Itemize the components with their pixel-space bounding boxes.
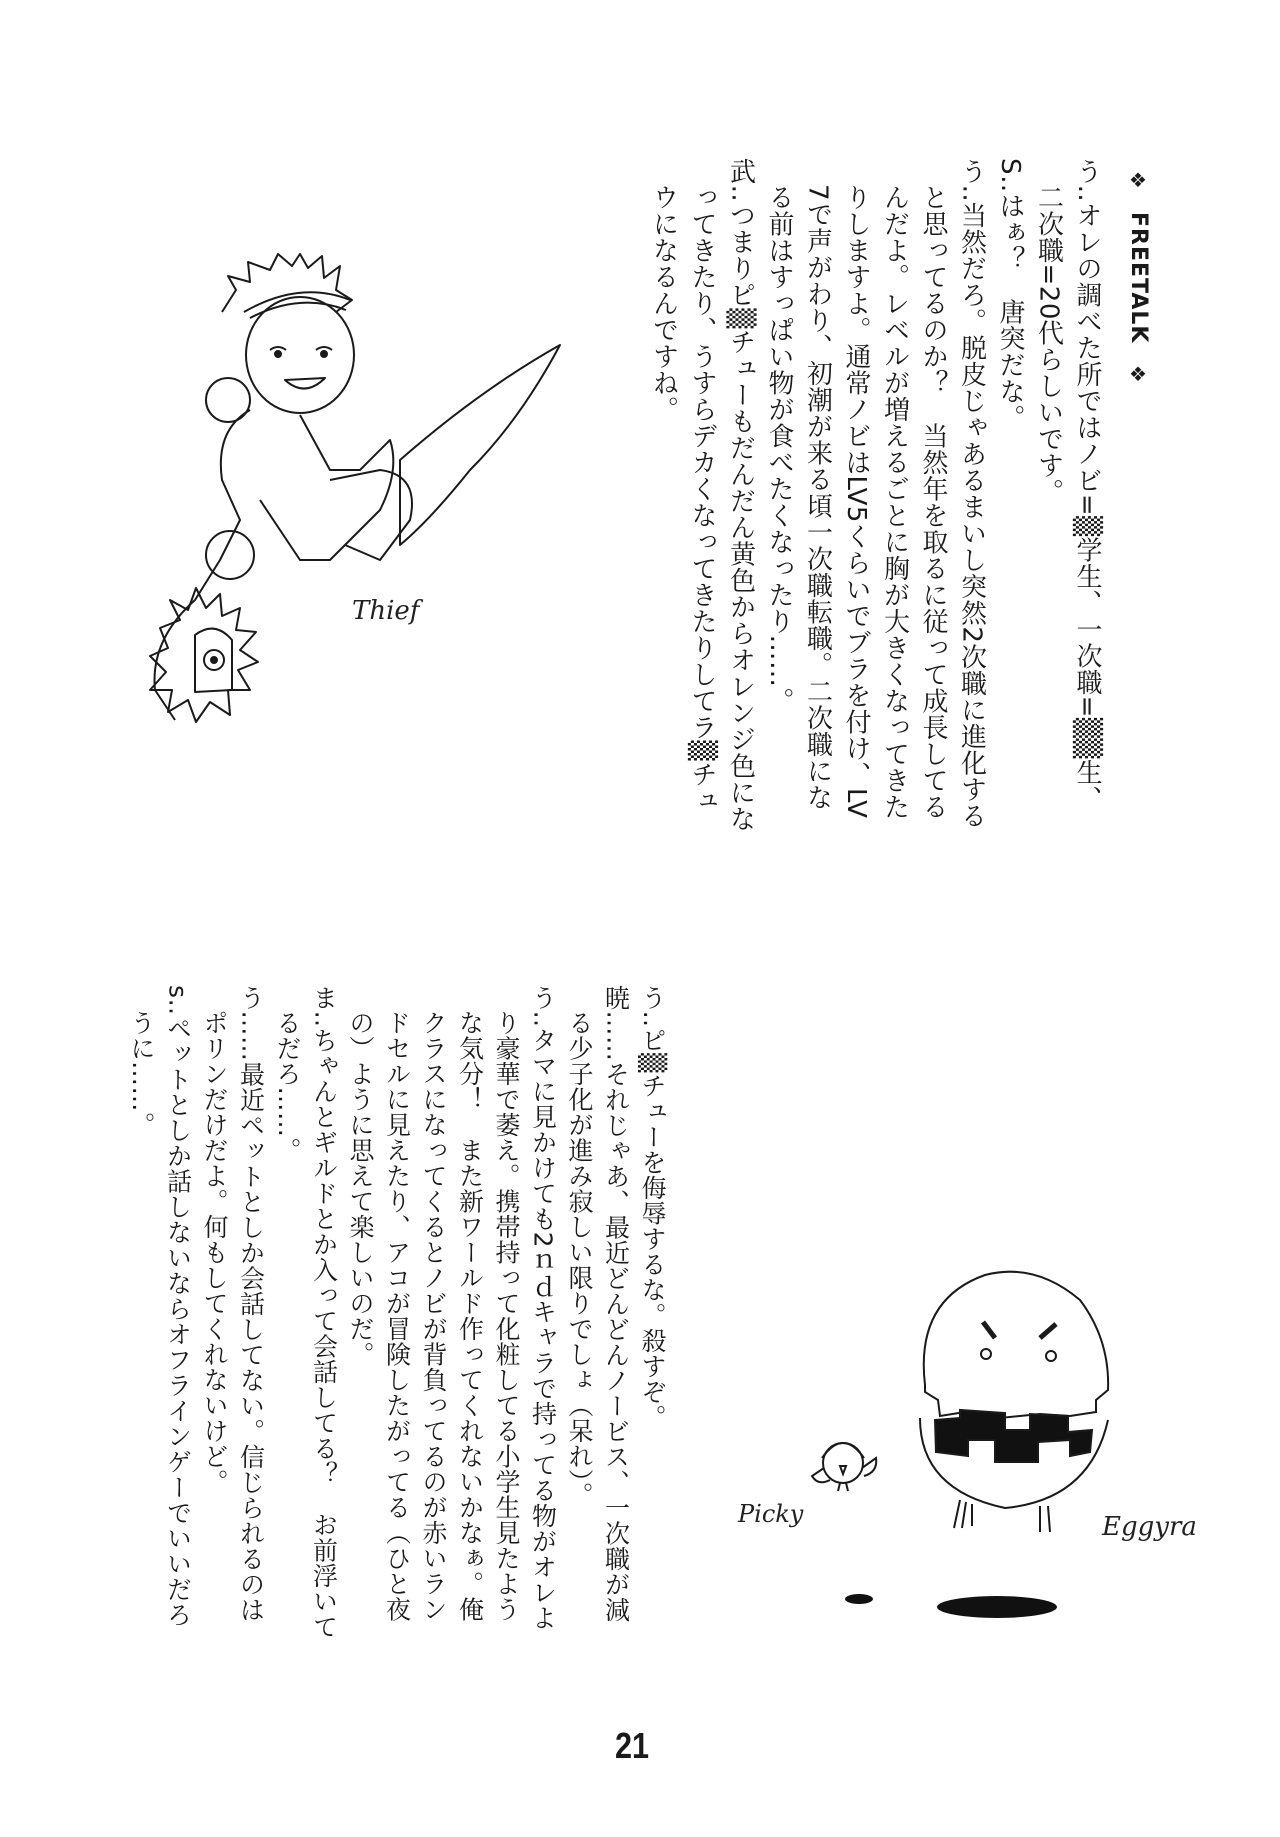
- dialogue-line: 武‥つまりピ▒チューもだんだん黄色からオレンジ色にな: [725, 158, 756, 833]
- ornament-icon: ❖: [1126, 168, 1150, 193]
- dialogue-line: の）ように思えて楽しいのだ。: [346, 1010, 375, 1367]
- dialogue-line: う‥当然だろ。脱皮じゃあるまいし突然2次職に進化する: [956, 158, 987, 829]
- thief-mouth: [285, 378, 325, 389]
- eggyra-brows: [983, 1322, 1056, 1338]
- dialogue-line: んだよ。レベルが増えるごとに胸が大きくなってきた: [879, 184, 910, 820]
- picky-illustration: [812, 1443, 876, 1491]
- picky-shadow: [845, 1594, 873, 1604]
- dialogue-line: る前はすっぱい物が食べたくなったり……。: [764, 184, 794, 714]
- thief-blade: [400, 345, 560, 545]
- thief-shoulder-ornament: [206, 378, 250, 422]
- dialogue-line: う‥ピ▒チューを侮辱するな。殺すぞ。: [638, 985, 667, 1430]
- dialogue-line: 二次職=20代らしいです。: [1033, 184, 1064, 506]
- eggyra-teeth: [935, 1410, 1092, 1462]
- dialogue-line: クラスになってくるとノビが背負ってるのが赤いラン: [419, 1010, 448, 1622]
- picky-helmet: [822, 1443, 864, 1458]
- bottom-dialogue: [123, 985, 671, 1705]
- dialogue-line: う‥タマに見かけても2ｎｄキャラで持ってる物がオレよ: [528, 985, 558, 1631]
- eggyra-shell-top: [924, 1272, 1108, 1418]
- dialogue-line: S‥はぁ？ 唐突だな。: [995, 158, 1025, 432]
- dialogue-line: り豪華で萎え。携帯持って化粧してる小学生見たよう: [492, 1010, 521, 1622]
- dialogue-line: う……最近ペットとしか会話してない。信じられるのは: [236, 985, 266, 1623]
- section-heading: [1126, 168, 1151, 387]
- dialogue-line: ってきたり、うすらデカくなってきたりしてラ▒チュ: [687, 184, 717, 814]
- top-dialogue: [644, 158, 1106, 878]
- dialogue-line: ま‥ちゃんとギルドとか入って会話してる？ お前浮いて: [309, 985, 339, 1640]
- dialogue-line: と思ってるのか？ 当然年を取るに従って成長してる: [918, 184, 948, 820]
- dialogue-line: るだろ……。: [273, 1010, 302, 1163]
- picky-feet: [838, 1483, 848, 1491]
- thief-illustration: [150, 254, 560, 722]
- eggyra-legs: [954, 1500, 1050, 1532]
- thief-eyes: [270, 347, 332, 350]
- thief-hair: [222, 254, 352, 312]
- picky-beak: [840, 1466, 846, 1474]
- eggyra-caption: Eggyra: [1102, 1512, 1197, 1542]
- dialogue-line: な気分！ また新ワールド作ってくれないかなぁ。俺: [455, 1010, 485, 1622]
- thief-spiked-boot: [150, 588, 258, 722]
- eggyra-shadow: [937, 1596, 1057, 1618]
- dialogue-line: る少子化が進み寂しい限りでしょ（呆れ）。: [565, 1010, 594, 1508]
- thief-head: [246, 297, 354, 413]
- eggyra-illustration: [845, 1272, 1108, 1618]
- page-number: 21: [615, 1725, 650, 1766]
- dialogue-line: ポリンだけだよ。何もしてくれないけど。: [200, 1010, 229, 1495]
- dialogue-line: うに……。: [127, 1010, 156, 1138]
- dialogue-line: ウになるんですね。: [648, 184, 679, 423]
- eggyra-eye-left: [981, 1349, 991, 1359]
- picky-caption: Picky: [738, 1500, 804, 1528]
- dialogue-line: りしますよ。通常ノビはLV5くらいでブラを付け、LV: [841, 184, 871, 819]
- dialogue-line: 7で声がわり、初潮が来る頃一次職転職。二次職にな: [802, 184, 833, 811]
- dialogue-line: 暁……それじゃあ、最近どんどんノービス、一次職が減: [601, 985, 631, 1623]
- thief-caption: Thief: [352, 596, 420, 626]
- dialogue-line: ドセルに見えたり、アコが冒険したがってる（ひと夜: [382, 1010, 412, 1622]
- thief-body: [155, 410, 394, 720]
- dialogue-line: s‥ペットとしか話しないならオフラインゲーでいいだろ: [163, 985, 193, 1628]
- heading-title: FREETALK: [1126, 211, 1151, 344]
- dialogue-line: う‥オレの調べた所ではノビ=▒学生、一次職=▒▒生、: [1072, 158, 1102, 812]
- eggyra-eye-right: [1046, 1351, 1056, 1361]
- ornament-icon: ❖: [1126, 361, 1150, 387]
